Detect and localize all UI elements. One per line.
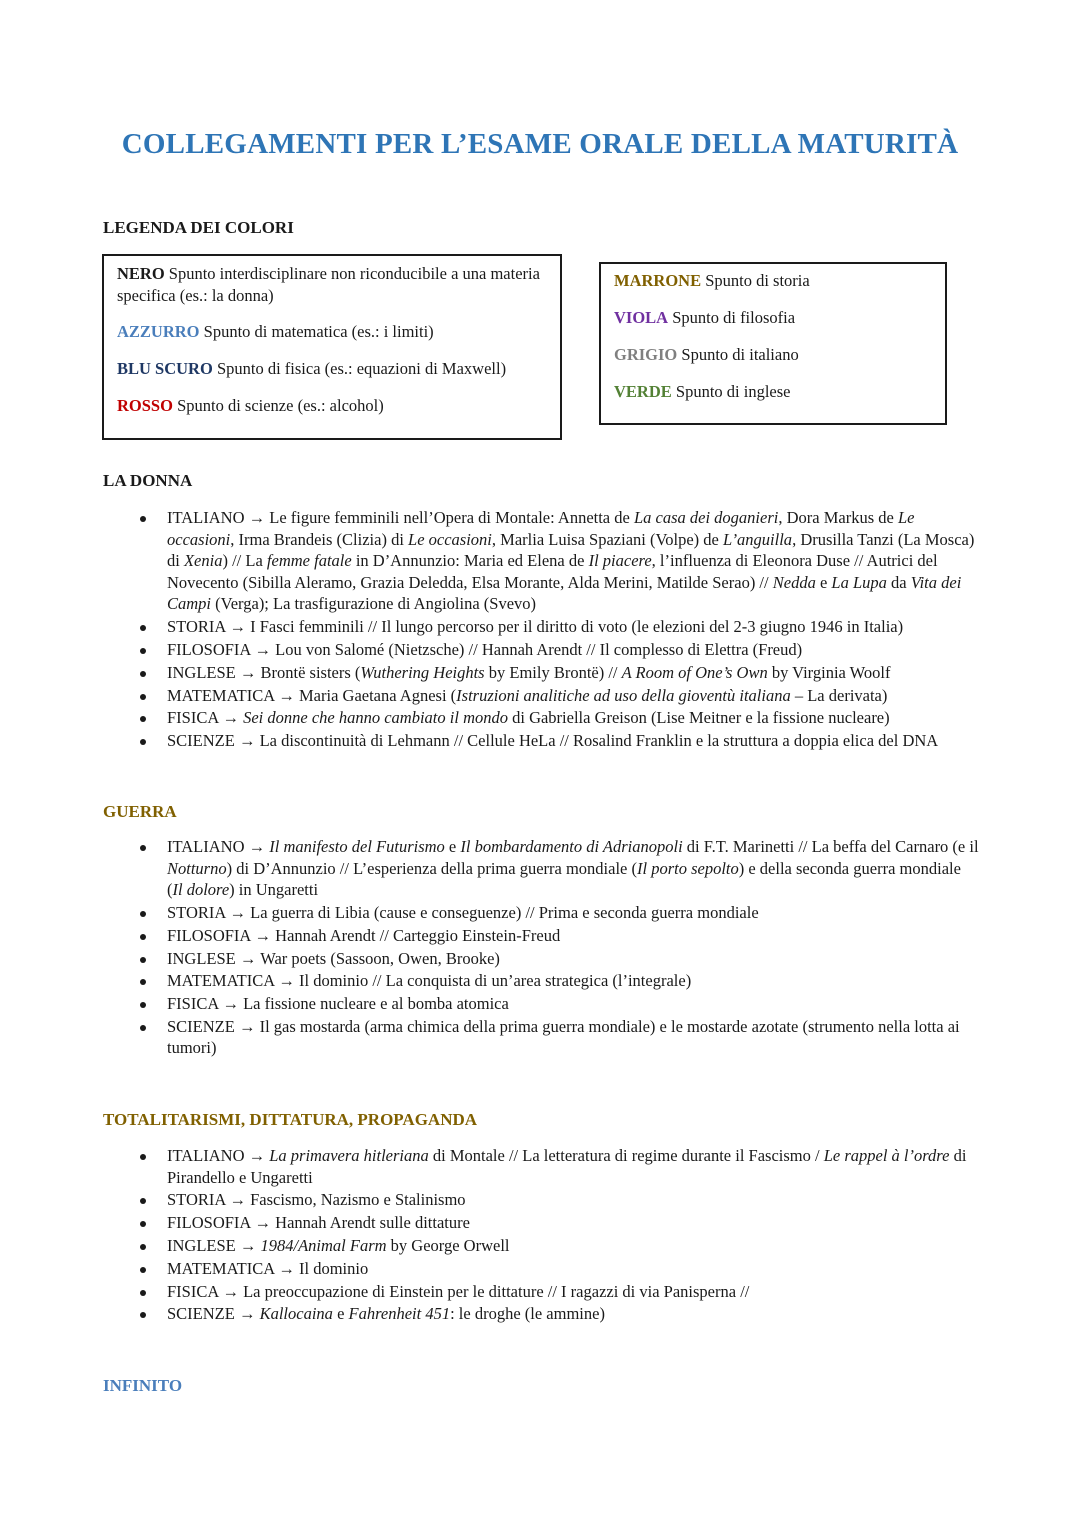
list-item bbox=[140, 707, 980, 729]
legend-box-left bbox=[102, 254, 562, 440]
page-title: COLLEGAMENTI PER L’ESAME ORALE DELLA MATURITÀ bbox=[121, 128, 959, 160]
text-run: by Virginia Woolf bbox=[767, 662, 891, 682]
text-run: , Marlia Luisa Spaziani (Volpe) de bbox=[491, 529, 723, 549]
text-run: FISICA → bbox=[167, 708, 244, 728]
list-item bbox=[140, 1281, 980, 1303]
text-run: SCIENZE → Il gas mostarda (arma chimica della prima guerra mondiale) e le mostarde azotate (strumento nella lotta ai tumori) bbox=[167, 1016, 960, 1058]
italic-title: femme fatale bbox=[266, 551, 352, 571]
text-run: MATEMATICA → Il dominio // La conquista di un’area strategica (l’integrale) bbox=[167, 971, 692, 991]
text-run: by George Orwell bbox=[386, 1235, 510, 1255]
italic-title: Notturno bbox=[167, 858, 227, 878]
list-item bbox=[140, 1189, 980, 1211]
list-item bbox=[140, 993, 980, 1015]
legend-key: NERO bbox=[117, 264, 165, 283]
text-run: ) di D’Annunzio // L’esperienza della prima guerra mondiale ( bbox=[226, 858, 637, 878]
legend-text: Spunto di scienze (es.: alcohol) bbox=[177, 396, 384, 415]
legend-entry-marrone bbox=[614, 270, 933, 292]
text-run: MATEMATICA → Maria Gaetana Agnesi ( bbox=[167, 685, 457, 705]
text-run: INGLESE → bbox=[167, 1235, 261, 1255]
text-run: STORIA → La guerra di Libia (cause e conseguenze) // Prima e seconda guerra mondiale bbox=[167, 902, 759, 922]
text-run: e bbox=[444, 837, 461, 856]
text-run: SCIENZE → La discontinuità di Lehmann // Cellule HeLa // Rosalind Franklin e la struttura a doppia elica del DNA bbox=[167, 731, 939, 751]
section-list-totalitarismi bbox=[140, 1145, 980, 1326]
text-run: , Dora Markus de bbox=[778, 508, 898, 527]
text-run: : le droghe (le ammine) bbox=[450, 1304, 605, 1324]
legend-text: Spunto interdisciplinare non riconducibile a una materia specifica (es.: la donna) bbox=[117, 264, 540, 305]
text-run: INGLESE → War poets (Sassoon, Owen, Brooke) bbox=[167, 948, 500, 968]
list-item bbox=[140, 1303, 980, 1325]
list-item bbox=[140, 948, 980, 970]
list-item bbox=[140, 1235, 980, 1257]
list-item bbox=[140, 507, 980, 615]
italic-title: Il manifesto del Futurismo bbox=[269, 837, 445, 856]
text-run: ) in Ungaretti bbox=[229, 880, 319, 900]
legend-entry-blu-scuro bbox=[117, 358, 548, 380]
italic-title: Istruzioni analitiche ad uso della gioventù italiana bbox=[456, 685, 791, 705]
italic-title: Il piacere bbox=[588, 551, 652, 571]
text-run: STORIA → I Fasci femminili // Il lungo percorso per il diritto di voto (le elezioni del 2-3 giugno 1946 in Italia) bbox=[167, 617, 904, 637]
section-heading-guerra: GUERRA bbox=[103, 802, 177, 821]
text-run: INGLESE → Brontë sisters ( bbox=[167, 662, 361, 682]
text-run: FISICA → La fissione nucleare e al bomba atomica bbox=[167, 994, 509, 1014]
text-run: di Gabriella Greison (Lise Meitner e la fissione nucleare) bbox=[507, 708, 890, 728]
list-item bbox=[140, 1258, 980, 1280]
section-heading-la-donna: LA DONNA bbox=[103, 471, 193, 490]
list-item bbox=[140, 685, 980, 707]
legend-entry-azzurro bbox=[117, 321, 548, 343]
legend-entry-rosso bbox=[117, 395, 548, 417]
legend-key: GRIGIO bbox=[614, 345, 678, 364]
text-run: e bbox=[815, 572, 832, 592]
legend-text: Spunto di italiano bbox=[681, 345, 799, 364]
italic-title: Le occasioni bbox=[167, 508, 915, 549]
text-run: e bbox=[332, 1304, 349, 1324]
list-item bbox=[140, 836, 980, 901]
list-item bbox=[140, 662, 980, 684]
legend-key: VIOLA bbox=[614, 308, 669, 327]
legend-heading: LEGENDA DEI COLORI bbox=[103, 218, 294, 237]
italic-title: L’anguilla bbox=[723, 529, 793, 549]
legend-key: VERDE bbox=[614, 382, 672, 401]
italic-title: Nedda bbox=[772, 572, 816, 592]
list-item bbox=[140, 639, 980, 661]
text-run: di F.T. Marinetti // La beffa del Carnaro (e il bbox=[682, 837, 979, 856]
text-run: da bbox=[886, 572, 911, 592]
legend-key: BLU SCURO bbox=[117, 359, 213, 378]
text-run: FISICA → La preoccupazione di Einstein per le dittature // I ragazzi di via Panisperna // bbox=[167, 1281, 750, 1301]
legend-text: Spunto di filosofia bbox=[672, 308, 796, 327]
legend-text: Spunto di storia bbox=[705, 271, 810, 290]
text-run: , l’influenza di Eleonora Duse // Autrici del Novecento (Sibilla Aleramo, Grazia Deledda, Elsa Morante, Alda Merini, Matilde Serao) // bbox=[167, 551, 938, 592]
text-run: , Drusilla Tanzi (La Mosca) di bbox=[167, 529, 975, 571]
list-item bbox=[140, 902, 980, 924]
italic-title: Xenia bbox=[183, 551, 223, 571]
italic-title: Le rappel à l’ordre bbox=[823, 1146, 950, 1165]
list-item bbox=[140, 925, 980, 947]
italic-title: A Room of One’s Own bbox=[621, 662, 768, 682]
legend-box-right bbox=[599, 262, 947, 425]
list-item bbox=[140, 1212, 980, 1234]
text-run: – La derivata) bbox=[790, 685, 888, 705]
text-run: FILOSOFIA → Lou von Salomé (Nietzsche) // Hannah Arendt // Il complesso di Elettra (Freud) bbox=[167, 639, 803, 659]
text-run: FILOSOFIA → Hannah Arendt sulle dittature bbox=[167, 1213, 470, 1233]
legend-key: AZZURRO bbox=[117, 322, 200, 341]
text-run: by Emily Brontë) // bbox=[484, 662, 622, 682]
text-run: in D’Annunzio: Maria ed Elena de bbox=[351, 551, 589, 571]
italic-title: Il porto sepolto bbox=[636, 858, 739, 878]
legend-entry-viola bbox=[614, 307, 933, 329]
legend-key: MARRONE bbox=[614, 271, 702, 290]
section-heading-totalitarismi: TOTALITARISMI, DITTATURA, PROPAGANDA bbox=[103, 1110, 478, 1129]
text-run: SCIENZE → bbox=[167, 1304, 260, 1324]
text-run: , Irma Brandeis (Clizia) di bbox=[230, 529, 409, 549]
text-run: ITALIANO → bbox=[167, 837, 270, 856]
text-run: (Verga); La trasfigurazione di Angiolina (Svevo) bbox=[211, 594, 537, 614]
section-list-la-donna bbox=[140, 507, 980, 753]
text-run: di Montale // La letteratura di regime durante il Fascismo / bbox=[428, 1146, 824, 1165]
text-run: FILOSOFIA → Hannah Arendt // Carteggio Einstein-Freud bbox=[167, 925, 561, 945]
legend-text: Spunto di matematica (es.: i limiti) bbox=[203, 322, 434, 341]
legend-entry-verde bbox=[614, 381, 933, 403]
list-item bbox=[140, 730, 980, 752]
legend-text: Spunto di fisica (es.: equazioni di Maxwell) bbox=[216, 359, 507, 378]
italic-title: Fahrenheit 451 bbox=[348, 1304, 451, 1324]
italic-title: Il dolore bbox=[172, 880, 230, 900]
list-item bbox=[140, 1145, 980, 1188]
text-run: ITALIANO → Le figure femminili nell’Opera di Montale: Annetta de bbox=[167, 508, 634, 527]
italic-title: Il bombardamento di Adrianopoli bbox=[460, 837, 683, 856]
italic-title: Le occasioni bbox=[408, 529, 492, 549]
section-list-guerra bbox=[140, 836, 980, 1060]
list-item bbox=[140, 1016, 980, 1059]
text-run: ) // La bbox=[222, 551, 267, 571]
italic-title: La casa dei doganieri bbox=[633, 508, 779, 527]
text-run: ) e della seconda guerra mondiale ( bbox=[167, 858, 961, 900]
section-heading-infinito: INFINITO bbox=[103, 1376, 183, 1395]
legend-entry-grigio bbox=[614, 344, 933, 366]
italic-title: 1984/Animal Farm bbox=[260, 1235, 387, 1255]
text-run: di Pirandello e Ungaretti bbox=[167, 1146, 967, 1187]
italic-title: La Lupa bbox=[831, 572, 887, 592]
italic-title: Sei donne che hanno cambiato il mondo bbox=[243, 708, 508, 728]
italic-title: Vita dei Campi bbox=[167, 572, 962, 614]
text-run: ITALIANO → bbox=[167, 1146, 270, 1165]
legend-key: ROSSO bbox=[117, 396, 173, 415]
legend-entry-nero bbox=[117, 263, 548, 307]
list-item bbox=[140, 970, 980, 992]
text-run: MATEMATICA → Il dominio bbox=[167, 1258, 369, 1278]
italic-title: Wuthering Heights bbox=[360, 662, 485, 682]
italic-title: Kallocaina bbox=[259, 1304, 333, 1324]
list-item bbox=[140, 616, 980, 638]
text-run: STORIA → Fascismo, Nazismo e Stalinismo bbox=[167, 1190, 466, 1210]
italic-title: La primavera hitleriana bbox=[269, 1146, 429, 1165]
legend-text: Spunto di inglese bbox=[675, 382, 791, 401]
